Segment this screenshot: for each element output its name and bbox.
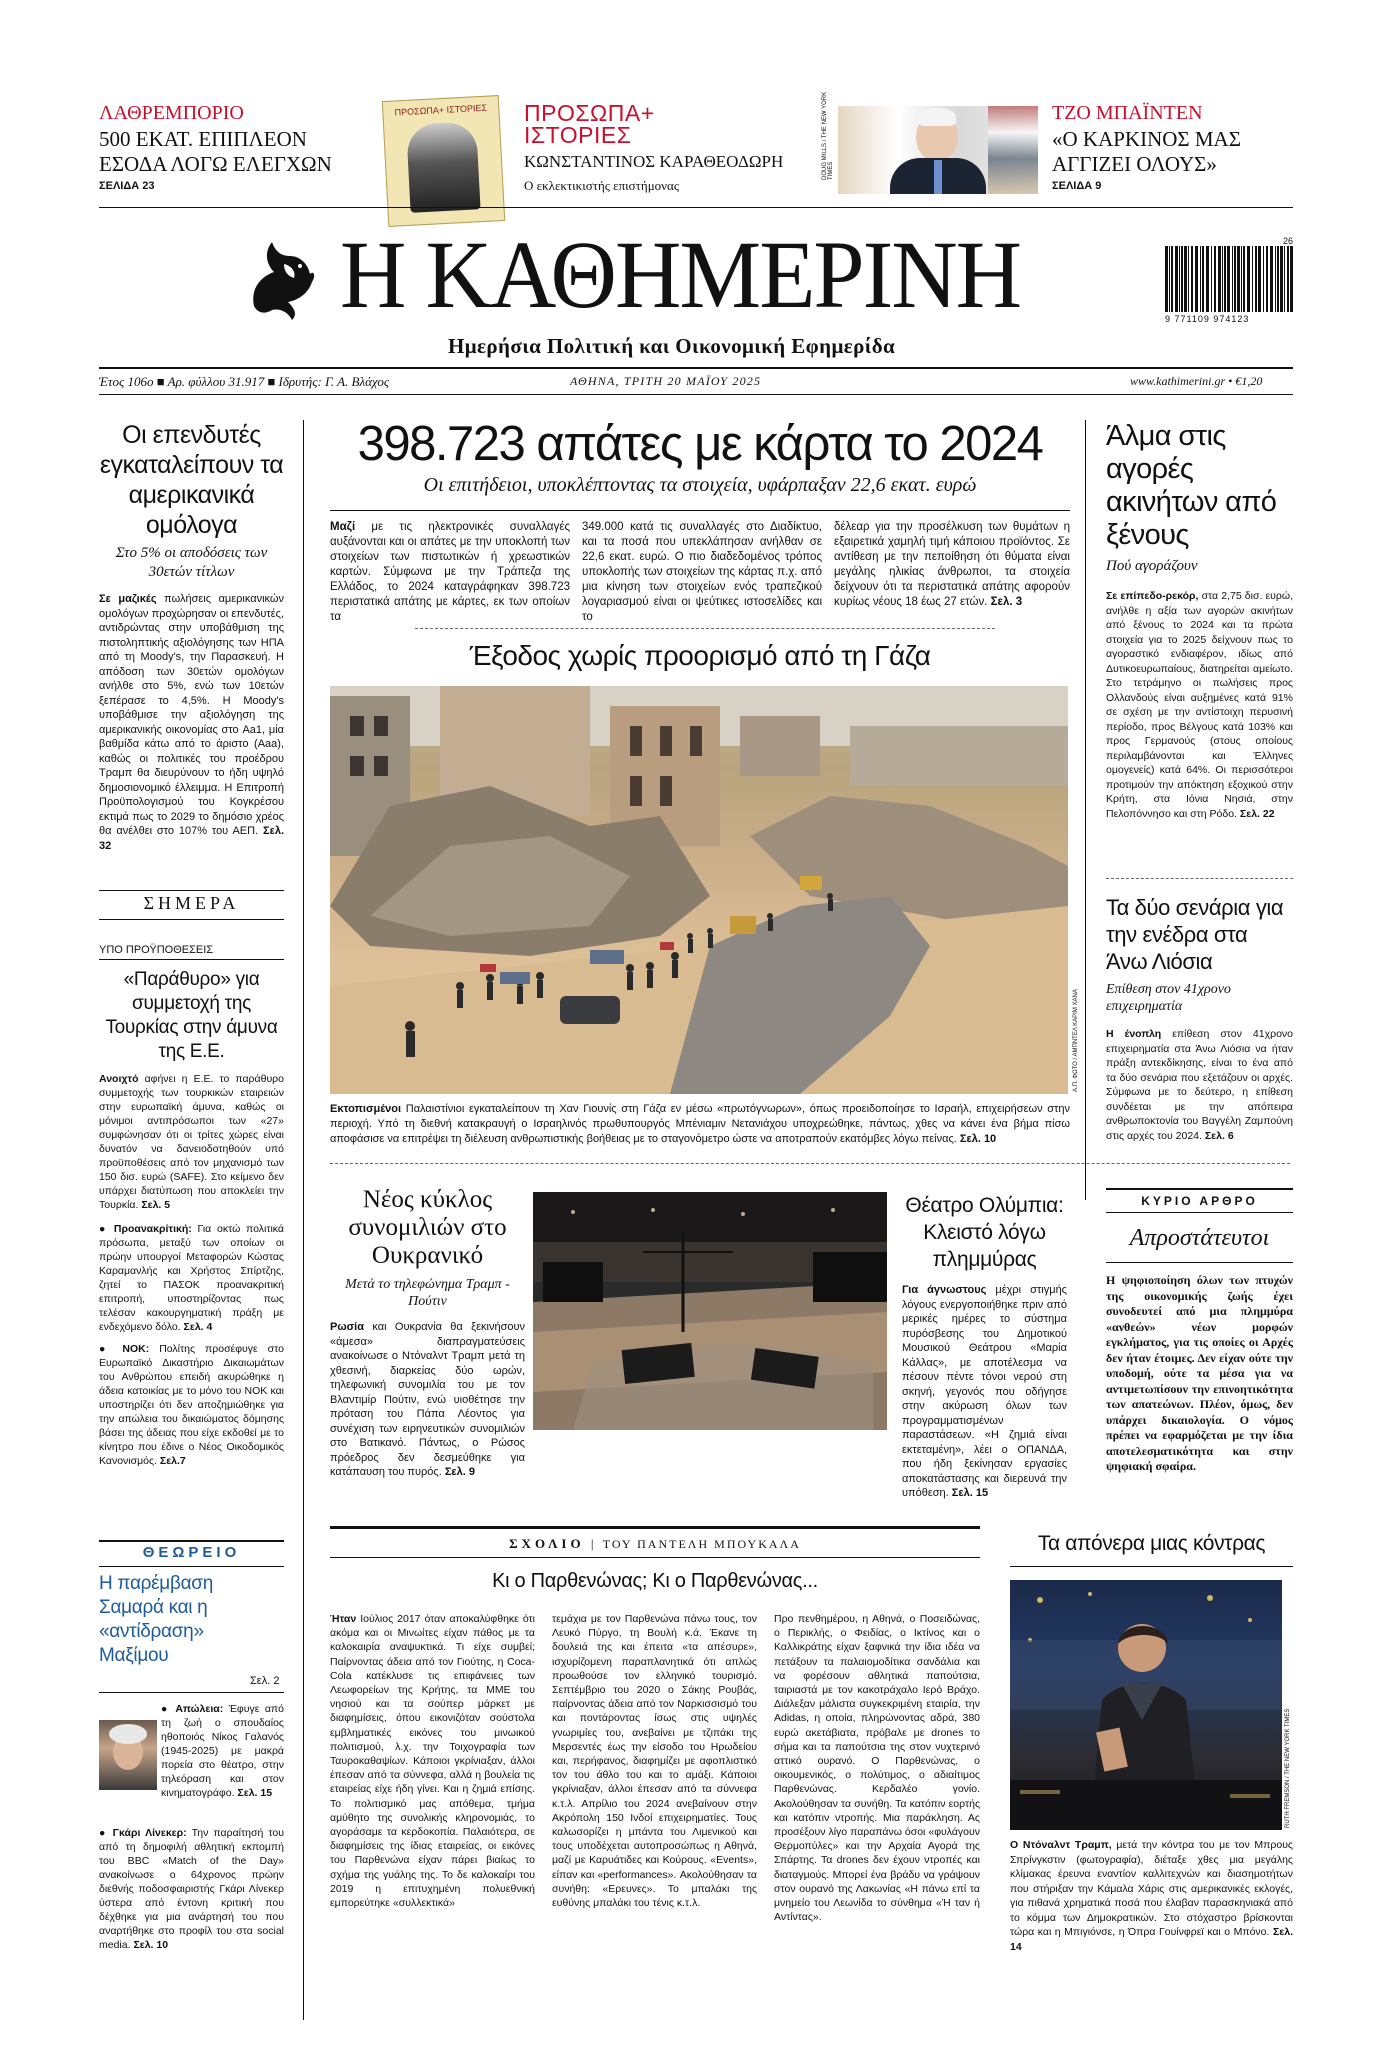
property-body	[1106, 589, 1293, 821]
bullet-icon: ●	[99, 1223, 109, 1235]
griffin-logo-icon	[248, 236, 318, 322]
bonds-body	[99, 592, 284, 853]
main-dash-rule	[415, 628, 995, 629]
brief-nok-lead: ΝΟΚ:	[122, 1343, 150, 1355]
barcode-bars	[1165, 246, 1293, 312]
barcode-bar	[1227, 246, 1230, 312]
brief-nok-text: Πολίτης προσέφυγε στο Ευρωπαϊκό Δικαστήριο Δικαιωμάτων του Ανθρώπου επειδή ακυρώθηκε η άδεια κατοικίας με το μόνο του ΝΟΚ και υποστηρίζει ότι δεν αποζημιώθηκε για την απώλεια του δικαιώματος δόμησης βάσει της άδειας που είχε εκδοθεί με το κίνητρο που έδινε ο Νέος Οικοδομικός Κανονισμός.	[99, 1343, 284, 1467]
barcode-bar	[1181, 246, 1183, 312]
barcode-bar	[1255, 246, 1257, 312]
today-rule-bottom	[99, 919, 284, 920]
brief-lineker-ref[interactable]: Σελ. 10	[133, 1939, 169, 1951]
barcode-bar	[1218, 246, 1221, 312]
biden-hair	[918, 108, 956, 126]
topbar-right-kicker: ΤΖΟ ΜΠΑΪΝΤΕΝ	[1052, 102, 1203, 124]
barcode-bar	[1232, 246, 1233, 312]
book-cover-label: ΠΡΟΣΩΠΑ+ ΙΣΤΟΡΙΕΣ	[394, 102, 488, 118]
gaza-headline[interactable]: Έξοδος χωρίς προορισμό από τη Γάζα	[469, 640, 931, 671]
brief-nok	[99, 1342, 284, 1468]
theoreio-rule-bottom	[99, 1566, 284, 1567]
scholio-rule-top	[330, 1526, 980, 1529]
barcode-bar	[1252, 246, 1253, 312]
ukraine-body	[330, 1320, 525, 1480]
barcode-bar	[1188, 246, 1189, 312]
barcode-bar	[1169, 246, 1170, 312]
barcode-bar	[1241, 246, 1242, 312]
liosia-text: επίθεση στον 41χρονο επιχειρηματία στα Άνω Λιόσια να ήταν πράξη αντεκδίκησης, είναι το ένα από τα δύο σενάρια που εξετάζουν οι αρχές. Σύμφωνα με το δεύτερο, η επίθεση συνδέεται με την απόπειρα ανθρωποκτονία του Βαγγέλη Ζαμπούνη στις αρχές του 2024.	[1106, 1028, 1293, 1142]
scholio-col-1	[330, 1612, 535, 1910]
barcode-bar	[1191, 246, 1193, 312]
barcode-bar	[1211, 246, 1212, 312]
barcode-digits: 9 771109 974123	[1165, 314, 1250, 324]
today-label: ΣΗΜΕΡΑ	[143, 893, 240, 913]
topbar-center-title[interactable]: ΚΩΝΣΤΑΝΤΙΝΟΣ ΚΑΡΑΘΕΟΔΩΡΗ	[524, 152, 784, 171]
springsteen-headline[interactable]: Τα απόνερα μιας κόντρας	[1037, 1532, 1266, 1555]
gaza-caption-lead: Εκτοπισμένοι	[330, 1103, 402, 1115]
topbar-center	[524, 102, 824, 194]
property-deck: Πού αγοράζουν	[1106, 558, 1198, 574]
property-text: στα 2,75 δισ. ευρώ, ανήλθε η αξία των αγορών ακινήτων από ξένους το 2024 και τα πρώτα στοιχεία για το 2025 δείχνουν πως το αγοραστικό ενδιαφέρον, ιδίως από Δυτικοευρωπαίους, διατηρείται αμείωτο. Στο τετράμηνο οι πωλήσεις προς Ολλανδούς είναι αυξημένες κατά 91% σε σχέση με την αντίστοιχη περυσινή περίοδο, προς Βέλγους κατά 103% και προς Γερμανούς (στους οποίους περιλαμβάνονται και Έλληνες ομογενείς) κατά 64%. Οι περισσότεροι προτιμούν την απόκτηση εξοχικού στην Κρήτη, στα Ιόνια Νησιά, στην Πελοπόννησο και στη Ρόδο.	[1106, 590, 1293, 820]
liosia-lead: Η ένοπλη	[1106, 1028, 1162, 1040]
main-col-1-text: με τις ηλεκτρονικές συναλλαγές αυξάνονται και οι απάτες με την υποκλοπή των στοιχείων των πιστωτικών ή χρεωστικών καρτών. Σύμφωνα με την Τράπεζα της Ελλάδος, το 2024 καταγράφηκαν 398.723 περιστατικά απάτης με κάρτες, εκ των οποίων τα	[330, 521, 570, 623]
brief-galanos-lead: Απώλεια:	[175, 1703, 224, 1715]
biden-photo-credit: DOUG MILLS / THE NEW YORK TIMES	[822, 91, 834, 180]
gaza-photo	[330, 686, 1068, 1094]
barcode-bar	[1247, 246, 1250, 312]
topbar-center-kicker2: ΙΣΤΟΡΙΕΣ	[524, 122, 632, 148]
main-col-2-text: 349.000 κατά τις συναλλαγές στο Διαδίκτυο, και τα ποσά που υπεκλάπησαν ανήλθαν σε 22,6 εκατ. ευρώ. Ο πιο διαδεδομένος τρόπος υποκλοπής των στοιχείων της κάρτας π.χ. από μια κίνηση των στοιχείων ενός τραπεζικού λογαριασμού είναι οι ψεύτικες ιστοσελίδες και το	[582, 521, 822, 623]
masthead-title[interactable]: Η ΚΑΘΗΜΕΡΙΝΗ	[340, 220, 1021, 329]
main-deck-rule	[330, 510, 1070, 511]
book-cover-portrait	[406, 121, 481, 213]
barcode-bar	[1258, 246, 1261, 312]
editorial-rule-mid	[1106, 1212, 1293, 1213]
right-dash-rule	[1106, 878, 1293, 879]
ukraine-text: και Ουκρανία θα ξεκινήσουν «άμεσα» διαπραγματεύσεις ανακοίνωσε ο Ντόναλντ Τραμπ μετά τη χθεσινή, διαρκείας δύο ωρών, τηλεφωνική συνομιλία του με τον Βλαντιμίρ Πούτιν, ενώ υιοθέτησε την πρόταση του Πάπα Λέοντος για συνέχιση των ειρηνευτικών συνομιλιών στο Βατικανό. Πάντως, ο Ρώσος πρόεδρος δεν δεσμεύθηκε για κατάπαυση του πυρός.	[330, 1321, 525, 1478]
gaza-caption	[330, 1102, 1070, 1147]
theoreio-page-ref[interactable]: Σελ. 2	[250, 1675, 280, 1687]
scholio-title[interactable]: Κι ο Παρθενώνας; Κι ο Παρθενώνας...	[492, 1570, 818, 1592]
barcode-bar	[1270, 246, 1273, 312]
barcode-bar	[1202, 246, 1204, 312]
main-col-3	[834, 520, 1070, 610]
barcode-bar	[1179, 246, 1180, 312]
theatre-lead: Για άγνωστους	[902, 1284, 987, 1296]
theatre-photo	[533, 1192, 887, 1430]
barcode-bar	[1206, 246, 1209, 312]
bonds-deck: Στο 5% οι αποδόσεις των 30ετών τίτλων	[115, 545, 268, 580]
main-deck: Οι επιτήδειοι, υποκλέπτοντας τα στοιχεία, υφάρπαξαν 22,6 εκατ. ευρώ	[423, 474, 977, 496]
info-divider-top	[99, 367, 1293, 369]
bonds-lead: Σε μαζικές	[99, 593, 157, 605]
scholio-col-2-text: τεμάχια με τον Παρθενώνα πάνω τους, τον Λευκό Πύργο, τη Βουλή κ.ά. Έκανε τη δουλειά της και έπειτα «τα απέσυρε», ισχυρίζομενη παραπλανητικά ότι απλώς προωθούσε τον ελληνικό τουρισμό. Σεπτέμβριο του 2020 ο Σάκης Ρουβάς, παίρνοντας άδεια από τον Ναρκισσισμό του και ποντάροντας ίσως στις υψηλές γνωριμίες του, ανεβαίνει με τζιπάκι της Μερσεντές έως την είσοδο του Ηρωδείου και, περήφανος, διαφημίζει με αφοπλιστικό τον του άθλο του και το αμάξι. Κάποιοι γκρίνιαξαν, άλλοι έπεσαν από τα σύννεφα κ.τ.λ. Απρίλιο του 2024 ανεβαίνουν στην Ακρόπολη 150 Ινδοί επιχειρηματίες. Τους καλωσορίζει η μπάντα του Λιμενικού και τους υποδέχεται αυτοπροσώπως η Αθηνά, μαζί με Καρυάτιδες και Κούρους. «Events», είπαν και «performances». Ακολούθησαν τα συνήθη: «Ερευνες». Το μπαλάκι της ευθύνης μπαλάκι του τένις κ.τ.λ.	[552, 1613, 757, 1910]
theatre-page-ref[interactable]: Σελ. 15	[951, 1487, 989, 1499]
theoreio-title[interactable]: Η παρέμβαση Σαμαρά και η «αντίδραση» Μαξίμου	[99, 1573, 213, 1666]
turkey-body	[99, 1072, 284, 1212]
barcode-bar	[1171, 246, 1173, 312]
brief-galanos-ref[interactable]: Σελ. 15	[237, 1787, 273, 1799]
liosia-headline[interactable]: Τα δύο σενάρια για την ενέδρα στα Άνω Λιόσια	[1106, 895, 1284, 974]
bullet-icon: ●	[161, 1703, 170, 1715]
bullet-icon: ●	[99, 1827, 108, 1839]
property-lead: Σε επίπεδο-ρεκόρ,	[1106, 590, 1199, 602]
scholio-lead: Ήταν	[330, 1613, 357, 1625]
scholio-label-line	[330, 1536, 980, 1552]
barcode-bar	[1165, 246, 1168, 312]
brief-proanakritiki-text: Για οκτώ πολιτικά πρόσωπα, μεταξύ των οποίων οι πρώην υπουργοί Μεταφορών Κώστας Καραμανλής και Χρήστος Σπίρτζης, ζητεί το ΠΑΣΟΚ προανακριτική επιτροπή, υποστηρίζοντας πως τελέσαν κακουργηματική πράξη με ενδεχόμενο δόλο.	[99, 1223, 284, 1333]
barcode-bar	[1195, 246, 1198, 312]
turkey-headline[interactable]: «Παράθυρο» για συμμετοχή της Τουρκίας στην άμυνα της Ε.Ε.	[105, 969, 278, 1062]
editorial-title[interactable]: Απροστάτευτοι	[1129, 1225, 1270, 1251]
turkey-lead: Ανοιχτό	[99, 1073, 139, 1085]
topbar-left-page: ΣΕΛΙΔΑ 23	[99, 180, 155, 192]
barcode-bar	[1214, 246, 1216, 312]
bonds-page-ref[interactable]: Σελ. 32	[99, 825, 285, 852]
topbar-right	[1052, 102, 1292, 192]
col-sep-right	[1085, 420, 1086, 1200]
theoreio-rule-end	[99, 1692, 284, 1693]
gaza-page-ref[interactable]: Σελ. 10	[959, 1133, 997, 1145]
barcode-bar	[1200, 246, 1201, 312]
info-right[interactable]: www.kathimerini.gr • €1,20	[1130, 374, 1263, 388]
right-column	[1106, 420, 1293, 821]
today-rule-top	[99, 890, 284, 891]
brief-nok-ref[interactable]: Σελ.7	[159, 1455, 186, 1467]
liosia-body	[1106, 1027, 1293, 1143]
brief-galanos-text: Έφυγε από τη ζωή ο σπουδαίος ηθοποιός Νίκος Γαλανός (1945-2025) με μακρά πορεία στο θέατρο, στην τηλεόραση και στον κινηματογράφο.	[161, 1703, 285, 1799]
scholio-author: ΤΟΥ ΠΑΝΤΕΛΗ ΜΠΟΥΚΑΛΑ	[602, 1537, 801, 1551]
editorial-label: ΚΥΡΙΟ ΑΡΘΡΟ	[1141, 1194, 1258, 1208]
right-column-2	[1106, 894, 1293, 1143]
springsteen-rule	[1010, 1566, 1293, 1567]
barcode-bar	[1184, 246, 1187, 312]
gaza-photo-credit: Α.Π. ΦΩΤΟ / ΑΜΠΝΤΕΛ ΚΑΡΙΜ ΧΑΝΑ	[1073, 989, 1079, 1092]
topbar-right-title[interactable]: «Ο ΚΑΡΚΙΝΟΣ ΜΑΣ ΑΓΓΙΖΕΙ ΟΛΟΥΣ»	[1052, 127, 1241, 176]
topbar-left-title[interactable]: 500 ΕΚΑΤ. ΕΠΙΠΛΕΟΝ ΕΣΟΔΑ ΛΟΓΩ ΕΛΕΓΧΩΝ	[99, 127, 332, 176]
topbar-right-page: ΣΕΛΙΔΑ 9	[1052, 180, 1102, 192]
theoreio-rule-top	[99, 1540, 284, 1542]
theatre-story	[902, 1192, 1067, 1501]
scholio-rule-mid	[330, 1557, 980, 1558]
topbar-left-kicker: ΛΑΘΡΕΜΠΟΡΙΟ	[99, 102, 244, 124]
barcode-bar	[1234, 246, 1236, 312]
barcode-bar	[1243, 246, 1245, 312]
topbar-center-kicker1: ΠΡΟΣΩΠΑ+	[524, 100, 655, 126]
scholio-col-1-text: Ιούλιος 2017 όταν αποκαλύφθηκε ότι ακόμα και οι Μινωίτες είχαν πάθος με τα καλοκαιρία αναψυκτικά. Τι είχε συμβεί; Παίρνοντας άδεια από τον Γιούτης, η Coca-Cola κατέκλυσε τις επιφάνειες των Λεωφορείων της Κρήτης, τα ΜΜΕ του νησιού και τα σούπερ μάρκετ με διαφημίσεις, όπου εικονιζόταν σούστολα εμβληματικές εικόνες του μινωικού πολιτισμού, λ.χ. την Τοιχογραφία των Ταυροκαθαψίων. Κάποιοι γκρίνιαξαν, άλλοι έπεσαν από τα σύννεφα, αλλά η βουλεία τις εταιρείας είχε ήδη γίνει. Και η ζημιά επίσης. Το πολιτισμικό μας απόθεμα, τμήμα αμύθητο της συνολικής κληρονομιάς, το αγοράσαμε τα κερδοκοπία. Παλαιότερα, σε διαφημίσεις της ίδιας εταιρείας, οι εικόνες του Παρθενώνα είχαν πάρει βιαίως το σχήμα της γυάλης της. Το δε καλοκαίρι του 2019 η επιτυχημένη πολυεθνική εμπορεύτηκε «συλλεκτικά»	[330, 1613, 535, 1910]
barcode-bar	[1263, 246, 1264, 312]
brief-galanos	[99, 1702, 284, 1800]
turkey-kicker: ΥΠΟ ΠΡΟΫΠΟΘΕΣΕΙΣ	[99, 944, 284, 960]
springsteen-photo	[1010, 1580, 1282, 1830]
brief-proanakritiki-ref[interactable]: Σελ. 4	[183, 1321, 213, 1333]
ukraine-lead: Ρωσία	[330, 1321, 364, 1333]
barcode	[1165, 238, 1293, 328]
top-divider-1	[99, 207, 1293, 208]
bonds-headline[interactable]: Οι επενδυτές εγκαταλείπουν τα αμερικανικά ομόλογα	[99, 421, 284, 539]
ukraine-headline[interactable]: Νέος κύκλος συνομιλιών στο Ουκρανικό	[348, 1186, 507, 1269]
editorial-body: Η ψηφιοποίηση όλων των πτυχών της οικονομικής ζωής έχει συνοδευτεί από μια πλημμύρα «ανθεών» νέων μορφών εγκλήματος, για τις οποίες οι Αρχές δεν ήταν έτοιμες. Δεν είχαν ούτε την υποδομή, ούτε τα μέσα για να αντιμετωπίσουν την επινοητικότητα των απατεώνων. Πλέον, όμως, δεν υπάρχει δικαιολογία. Ο νόμος πρέπει να εφαρμόζεται με την ίδια αποτελεσματικότητα και στην ψηφιακή σφαίρα.	[1106, 1273, 1293, 1473]
left-column	[99, 420, 284, 853]
info-left: Έτος 106ο ■ Αρ. φύλλου 31.917 ■ Ιδρυτής: Γ. Α. Βλάχος	[99, 374, 390, 389]
barcode-bar	[1222, 246, 1223, 312]
liosia-page-ref[interactable]: Σελ. 6	[1204, 1129, 1234, 1142]
biden-photo	[838, 106, 1038, 194]
topbar-center-sub: Ο εκλεκτικιστής επιστήμονας	[524, 178, 680, 193]
scholio-col-3-text: Προ πενθημέρου, η Αθηνά, ο Ποσειδώνας, ο Περικλής, ο Φειδίας, ο Ικτίνος και ο Καλλικράτης είχαν ξαφνικά την ίδια ιδέα να πετάξουν τα παλαιομοδίτικα σανδάλια και να φορέσουν αθλητικά παπούτσια, ταιριαστά με τον κακοτράχαλο Ιερό Βράχο. Διάλεξαν μάλιστα συγκεκριμένη εταιρία, την Adidas, η οποία, πληρώνοντας αδρά, 380 ευρώ ακετάβιατα, πρόβαλε με drones το σήμα και τα παπούτσια της στον νυχτερινό αττικό ουρανό. Ο Παρθενώνας, ο οικουμενικός, ο πολύτιμος, ο αδιαίτιμος Παρθενώνας. Κερδαλέο γονίο. Ακολούθησαν τα συνήθη. Τα κατόπιν εορτής και κατόπιν ντροπής. Μια παράκληση. Ας προσέξουν λίγο παραπάνω όσοι «φυλάγουν Θερμοπύλες» και την Αρχαία Αγορά της Σπάρτης. Τα drones δεν έχουν ντροπές και διαταγμούς. Μπορεί ένα βράδυ να γράψουν στον ουρανό της Λακωνίας «Η πάνω επί τα μνημείο του Λεωνίδα το σύνθημα «Ή ταν ή Αντίντας».	[774, 1613, 980, 1924]
theatre-text: μέχρι στιγμής λόγους ενεργοποιήθηκε πριν από μερικές ημέρες το σύστημα πυρόσβεσης του Δημοτικού Μουσικού Θεάτρου «Μαρία Κάλλας», με αποτέλεσμα να πέσουν πέντε τόνοι νερού στη σκηνή, γεγονός που οδήγησε στην ακύρωση όλων των προγραμματισμένων παραστάσεων. «Η ζημιά είναι εκτεταμένη», λέει ο ΟΠΑΝΔΑ, που ήδη ξεκίνησαν εργασίες αποκατάστασης και διερευνά την υπόθεση.	[902, 1284, 1067, 1499]
biden-tie	[934, 160, 942, 194]
col-sep-left	[303, 420, 304, 2020]
main-lead: Μαζί	[330, 521, 356, 533]
main-page-ref[interactable]: Σελ. 3	[990, 596, 1023, 608]
editorial-rule-top	[1106, 1188, 1293, 1190]
theoreio-label: ΘΕΩΡΕΙΟ	[142, 1544, 241, 1561]
liosia-deck: Επίθεση στον 41χρονο επιχειρηματία	[1106, 982, 1231, 1014]
barcode-bar	[1287, 246, 1289, 312]
turkey-page-ref[interactable]: Σελ. 5	[141, 1199, 171, 1211]
scholio-col-2	[552, 1612, 757, 1910]
springsteen-page-ref[interactable]: Σελ. 14	[1010, 1926, 1294, 1953]
brief-lineker-text: Την παραίτησή του από τη δημοφιλή αθλητική εκπομπή του BBC «Match of the Day» ανακοίνωσε ο 64χρονος πρώην διεθνής ποδοσφαιριστής Γκάρι Λίνεκερ ύστερα από έντονη κριτική που δέχθηκε για μια ανάρτησή του που αναρτήθηκε στο προφίλ του στα social media.	[99, 1827, 285, 1951]
springsteen-lead: Ο Ντόναλντ Τραμπ,	[1010, 1839, 1112, 1851]
barcode-top-number: 26	[1282, 236, 1293, 246]
property-headline[interactable]: Άλμα στις αγορές ακινήτων από ξένους	[1106, 420, 1277, 551]
brief-lineker-lead: Γκάρι Λίνεκερ:	[112, 1827, 187, 1839]
brief-proanakritiki-lead: Προανακρίτική:	[113, 1223, 192, 1235]
springsteen-body	[1010, 1838, 1293, 1954]
left-column-2	[99, 944, 284, 1468]
info-divider-bottom	[99, 394, 1293, 395]
main-col-1	[330, 520, 570, 625]
main-headline[interactable]: 398.723 απάτες με κάρτα το 2024	[357, 417, 1043, 471]
springsteen-photo-credit: RUTH FREMSON / THE NEW YORK TIMES	[1285, 1708, 1291, 1828]
masthead-subtitle: Ημερήσια Πολιτική και Οικονομική Εφημερίδα	[448, 334, 896, 358]
info-date: ΑΘΗΝΑ, ΤΡΙΤΗ 20 ΜΑΪΟΥ 2025	[570, 374, 762, 388]
barcode-bar	[1224, 246, 1226, 312]
barcode-bar	[1290, 246, 1293, 312]
springsteen-text: μετά την κόντρα του με τον Μπρους Σπρίνγκστιν (φωτογραφία), διέταξε χθες μια μεγάλης κλίμακας έρευνα εναντίον καλλιτεχνών και διασημοτήτων που στήριξαν την Κάμαλα Χάρις στις αμερικανικές εκλογές, για πιθανά χρηματικά ποσά που έλαβαν παρασκηνιακά από το κόμμα των Δημοκρατικών. Στο στόχαστρο βρίσκονται τώρα και η Μπιγιόνσε, η Όπρα Γουίνφρεϊ και ο Μπόνο.	[1010, 1839, 1293, 1938]
barcode-bar	[1237, 246, 1240, 312]
brief-lineker	[99, 1826, 284, 1952]
theatre-body	[902, 1283, 1067, 1501]
brief-proanakritiki	[99, 1222, 284, 1334]
ukraine-deck: Μετά το τηλεφώνημα Τραμπ - Πούτιν	[345, 1277, 510, 1309]
main-col-3-text: δέλεαρ για την προσέλκυση των θυμάτων η εξαιρετικά χαμηλή τιμή κάποιου προϊόντος. Σε αντίθεση με την πεποίθηση ότι θύματα είναι μεγάλης ηλικίας άνθρωποι, τα στοιχεία δείχνουν ότι τα περιστατικά απάτης αφορούν κυρίως νέους 18 έως 27 ετών.	[834, 521, 1070, 608]
barcode-bar	[1175, 246, 1178, 312]
barcode-bar	[1284, 246, 1285, 312]
main-col-2	[582, 520, 822, 625]
scholio-sep: |	[590, 1536, 603, 1551]
biden-flag	[988, 106, 1038, 194]
scholio-label: ΣΧΟΛΙΟ	[509, 1536, 585, 1551]
turkey-text: αφήνει η Ε.Ε. το παράθυρο συμμετοχής των τουρκικών εταιρειών στην ευρωπαϊκή άμυνα, καθώς οι μόνιμοι αντιπρόσωποι των «27» συμφώνησαν ότι οι τρίτες χώρες είναι δυνατόν να δανειοδοτηθούν υπό προϋποθέσεις από τον μηχανισμό των 150 δισ. ευρώ (SAFE). Στο κείμενο δεν υπάρχει διατύπωση που αποκλείει την Τουρκία.	[99, 1073, 284, 1211]
gaza-dash-rule	[330, 1163, 1290, 1164]
editorial-rule-under-title	[1106, 1262, 1293, 1263]
theatre-headline[interactable]: Θέατρο Ολύμπια: Κλειστό λόγω πλημμύρας	[905, 1194, 1064, 1271]
gaza-scene	[330, 686, 1068, 1094]
barcode-bar	[1266, 246, 1268, 312]
barcode-bar	[1275, 246, 1276, 312]
scholio-col-3	[774, 1612, 980, 1924]
editorial-box	[1106, 1188, 1293, 1475]
theatre-scene	[533, 1192, 887, 1430]
ukraine-story	[330, 1186, 525, 1480]
gaza-caption-text: Παλαιστίνιοι εγκαταλείπουν τη Χαν Γιουνίς στη Γάζα εν μέσω «πρωτόγνωρων», όπως προειδοποίησε το Ισραήλ, επιχειρήσεων στην περιοχή. Υπό τη διεθνή κατακραυγή ο Ισραηλινός πρωθυπουργός Μπένιαμιν Νετανιάχου υποχρεώθηκε, πάντως, χθες να κάνει ένα βήμα πίσω αποφάσισε να επιτρέψει τη διέλευση ανθρωπιστικής βοήθειας με το σταγονόμετρο ώστε να αποτραπούν εκατόμβες λόγω πείνας.	[330, 1103, 1070, 1145]
bullet-icon: ●	[99, 1343, 113, 1355]
property-page-ref[interactable]: Σελ. 22	[1239, 807, 1275, 820]
ukraine-page-ref[interactable]: Σελ. 9	[444, 1466, 475, 1478]
bonds-text: πωλήσεις αμερικανικών ομολόγων προχώρησαν οι επενδυτές, αντιδρώντας στην υποβάθμιση της πιστοληπτικής αξιολόγησης των ΗΠΑ από τη Moody's, την Παρασκευή. Η απόδοση των 30ετών ομολόγων ανήλθε στο 5%, ενώ των 10ετών ξεπέρασε το 4,5%. Η Moody's υποβάθμισε την αξιολόγηση της αμερικανικής οικονομίας στο Aa1, μία βαθμίδα κάτω από το άριστο (Aaa), καθώς οι πολιτικές του προέδρου Τραμπ θα διευρύνουν το ήδη υψηλό δημοσιονομικό έλλειμμα. Η Επιτροπή Προϋπολογισμού του Κογκρέσου εκτιμά πως το 2029 το δημόσιο χρέος θα ανέλθει στο 107% του ΑΕΠ.	[99, 593, 285, 837]
springsteen-scene	[1010, 1580, 1282, 1830]
topbar-left	[99, 102, 339, 192]
barcode-bar	[1277, 246, 1279, 312]
barcode-bar	[1280, 246, 1283, 312]
